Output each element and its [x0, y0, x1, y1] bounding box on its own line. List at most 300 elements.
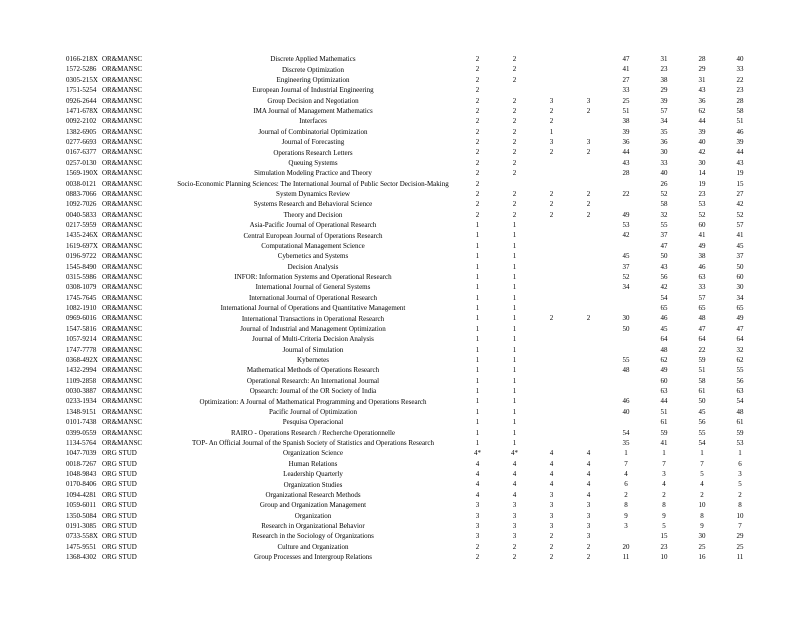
grade-cell-4: 2	[586, 106, 591, 115]
category-cell: OR&MANSC	[102, 428, 143, 437]
journal-title-cell	[180, 334, 446, 344]
grade-cell-4: 4	[586, 449, 591, 458]
rank-cell-3: 7	[700, 459, 704, 468]
left-margin-cell	[0, 127, 66, 137]
journal-title-cell	[180, 500, 446, 510]
journal-title-cell	[180, 241, 446, 251]
rank-cell-4: 43	[736, 158, 744, 167]
grade-cell-4	[570, 438, 607, 448]
grade-cell-2: 2	[512, 75, 517, 84]
table-row	[0, 220, 800, 230]
grade-cell-2	[496, 85, 533, 95]
left-margin-cell	[0, 64, 66, 74]
category-cell: OR&MANSC	[102, 345, 143, 354]
grade-cell-4: 3	[586, 96, 591, 105]
journal-title-text: TOP- An Official Journal of the Spanish Society of Statistics and Operations Research	[192, 438, 434, 447]
rank-cell-3: 30	[698, 158, 706, 167]
journal-title-text: Pesquisa Operacional	[282, 418, 344, 427]
grade-cell-1: 2	[475, 169, 480, 178]
rank-cell-4: 46	[736, 127, 744, 136]
spacer-cell	[446, 127, 459, 137]
rank-cell-3: 42	[698, 148, 706, 157]
rank-cell-2: 41	[660, 438, 668, 447]
grade-cell-2: 1	[512, 304, 517, 312]
grade-cell-1: 3	[475, 501, 480, 510]
category-cell: OR&MANSC	[102, 221, 143, 229]
issn-cell: 0166-218X	[66, 55, 98, 63]
spacer-cell	[446, 293, 459, 303]
journal-title-text: Queuing Systems	[288, 158, 338, 167]
table-row	[0, 303, 800, 313]
rank-cell-3: 25	[698, 542, 706, 551]
grade-cell-3	[533, 355, 570, 365]
journal-title-cell	[180, 230, 446, 240]
grade-cell-4: 2	[586, 314, 591, 323]
rank-cell-4: 63	[736, 387, 744, 395]
grade-cell-1: 3	[475, 511, 480, 520]
spacer-cell	[446, 303, 459, 313]
issn-cell: 0315-5986	[66, 272, 97, 281]
rank-cell-3: 5	[700, 470, 704, 478]
left-margin-cell	[0, 459, 66, 469]
issn-cell: 0368-492X	[66, 355, 98, 364]
category-cell: OR&MANSC	[102, 407, 143, 416]
issn-cell: 1545-8490	[66, 262, 97, 271]
rank-cell-4: 44	[736, 148, 744, 157]
spacer-cell	[446, 116, 459, 126]
grade-cell-2: 2	[512, 210, 517, 219]
grade-cell-1: 1	[475, 252, 480, 261]
category-cell: OR&MANSC	[102, 418, 143, 427]
rank-cell-4: 54	[736, 397, 744, 406]
issn-cell: 0217-5959	[66, 221, 97, 229]
rank-cell-3: 43	[698, 86, 706, 95]
grade-cell-2: 1	[512, 241, 517, 250]
grade-cell-3: 4	[549, 480, 554, 489]
grade-cell-4	[570, 334, 607, 344]
grade-cell-3	[533, 85, 570, 95]
grade-cell-1: 3	[475, 532, 480, 541]
spacer-cell	[446, 64, 459, 74]
left-margin-cell	[0, 262, 66, 272]
grade-cell-4: 4	[586, 480, 591, 489]
spacer-cell	[446, 490, 459, 500]
rank-cell-4: 3	[738, 470, 742, 478]
issn-cell: 1059-6011	[66, 501, 97, 510]
grade-cell-4: 2	[586, 189, 591, 198]
journal-title-text: Operational Research: An International Journal	[246, 376, 380, 385]
grade-cell-4	[570, 303, 607, 313]
issn-cell: 0170-8406	[66, 480, 97, 489]
grade-cell-2: 2	[512, 65, 517, 74]
grade-cell-4: 2	[586, 200, 591, 209]
spacer-cell	[446, 54, 459, 64]
category-cell: ORG STUD	[102, 501, 137, 510]
grade-cell-2: 1	[512, 438, 517, 447]
grade-cell-1: 2	[475, 65, 480, 74]
table-row	[0, 407, 800, 417]
rank-cell-4: 42	[736, 200, 744, 209]
grade-cell-3	[533, 438, 570, 448]
rank-cell-4: 37	[736, 252, 744, 261]
grade-cell-1: 1	[475, 345, 480, 354]
journal-title-cell	[180, 64, 446, 74]
issn-cell: 0167-6377	[66, 148, 97, 157]
grade-cell-1: 1	[475, 335, 480, 344]
left-margin-cell	[0, 531, 66, 541]
grade-cell-4: 2	[586, 210, 591, 219]
grade-cell-2: 1	[512, 428, 517, 437]
grade-cell-4	[570, 116, 607, 126]
grade-cell-4: 3	[586, 501, 591, 510]
issn-cell: 1471-678X	[66, 106, 98, 115]
journal-title-text: RAIRO - Operations Research / Recherche Operationnelle	[230, 428, 396, 437]
table-row	[0, 479, 800, 489]
rank-cell-3: 60	[698, 221, 706, 229]
grade-cell-2: 2	[512, 200, 517, 209]
journal-title-text: Journal of Multi-Criteria Decision Analysis	[252, 335, 374, 344]
table-row	[0, 230, 800, 240]
rank-cell-1: 54	[622, 428, 630, 437]
rank-cell-4: 61	[736, 418, 744, 427]
grade-cell-4	[570, 230, 607, 240]
left-margin-cell	[0, 490, 66, 500]
rank-cell-2: 35	[660, 127, 668, 136]
grade-cell-3	[533, 365, 570, 375]
journal-title-text: Research in Organizational Behavior	[261, 521, 365, 530]
grade-cell-4: 2	[586, 553, 591, 561]
rank-cell-1: 43	[622, 158, 630, 167]
rank-cell-3: 4	[700, 480, 704, 489]
journal-title-text: Computational Management Science	[261, 241, 365, 250]
spacer-cell	[446, 313, 459, 323]
journal-title-cell	[180, 407, 446, 417]
rank-cell-4: 6	[738, 459, 742, 468]
grade-cell-3: 2	[549, 148, 554, 157]
rank-cell-3: 36	[698, 96, 706, 105]
table-row	[0, 365, 800, 375]
rank-cell-2: 26	[660, 179, 668, 188]
category-cell: OR&MANSC	[102, 366, 143, 375]
left-margin-cell	[0, 417, 66, 427]
rank-cell-4: 34	[736, 293, 744, 302]
grade-cell-1: 2	[475, 106, 480, 115]
rank-cell-2: 42	[660, 283, 668, 292]
rank-cell-1: 34	[622, 283, 630, 292]
category-cell: OR&MANSC	[102, 304, 143, 312]
grade-cell-3: 1	[549, 127, 554, 136]
grade-cell-4	[570, 179, 607, 189]
left-margin-cell	[0, 96, 66, 106]
table-row	[0, 490, 800, 500]
journal-title-text: Pacific Journal of Optimization	[268, 407, 358, 416]
spacer-cell	[446, 241, 459, 251]
grade-cell-3	[533, 75, 570, 85]
rank-cell-1: 6	[624, 480, 628, 489]
rank-cell-2: 61	[660, 418, 668, 427]
grade-cell-2: 2	[512, 148, 517, 157]
journal-title-text: Simulation Modeling Practice and Theory	[254, 169, 372, 178]
grade-cell-2: 1	[512, 345, 517, 354]
issn-cell: 0040-5833	[66, 210, 97, 219]
journal-title-text: Organization Science	[283, 449, 343, 458]
table-row	[0, 386, 800, 396]
left-margin-cell	[0, 75, 66, 85]
grade-cell-1: 1	[475, 376, 480, 385]
table-row	[0, 64, 800, 74]
issn-cell: 1751-5254	[66, 86, 97, 95]
left-margin-cell	[0, 552, 66, 562]
spacer-cell	[446, 230, 459, 240]
category-cell: OR&MANSC	[102, 397, 143, 406]
grade-cell-1: 2	[475, 117, 480, 126]
issn-cell: 1368-4302	[66, 553, 97, 561]
journal-title-cell	[180, 272, 446, 282]
rank-cell-3: 16	[698, 553, 706, 561]
rank-cell-2: 51	[660, 407, 668, 416]
rank-cell-1	[607, 241, 645, 251]
rank-cell-1	[607, 376, 645, 386]
grade-cell-3: 3	[549, 501, 554, 510]
rank-cell-4: 62	[736, 355, 744, 364]
grade-cell-4	[570, 262, 607, 272]
journal-title-cell	[180, 469, 446, 479]
table-row	[0, 531, 800, 541]
issn-cell: 1057-9214	[66, 335, 97, 344]
table-row	[0, 469, 800, 479]
spacer-cell	[446, 168, 459, 178]
category-cell: OR&MANSC	[102, 283, 143, 292]
rank-cell-4: 15	[736, 179, 744, 188]
journal-title-cell	[180, 189, 446, 199]
issn-cell: 1109-2858	[66, 376, 97, 385]
issn-cell: 1747-7778	[66, 345, 97, 354]
rank-cell-3: 51	[698, 366, 706, 375]
rank-cell-4: 23	[736, 86, 744, 95]
issn-cell: 1350-5084	[66, 511, 97, 520]
grade-cell-3	[533, 407, 570, 417]
left-margin-cell	[0, 272, 66, 282]
spacer-cell	[446, 428, 459, 438]
rank-cell-4: 53	[736, 438, 744, 447]
grade-cell-1: 1	[475, 387, 480, 395]
journal-title-text: International Transactions in Operational Research	[241, 314, 385, 323]
grade-cell-1: 4*	[474, 449, 481, 458]
grade-cell-2: 2	[512, 55, 517, 63]
rank-cell-1: 25	[622, 96, 630, 105]
journal-title-text: Leadership Quarterly	[283, 470, 343, 478]
grade-cell-1: 2	[475, 138, 480, 146]
grade-cell-3	[533, 54, 570, 64]
journal-title-cell	[180, 521, 446, 531]
grade-cell-3	[533, 324, 570, 334]
grade-cell-2: 1	[512, 252, 517, 261]
category-cell: ORG STUD	[102, 449, 137, 458]
grade-cell-2: 2	[512, 117, 517, 126]
rank-cell-3: 10	[698, 501, 706, 510]
rank-cell-1: 44	[622, 148, 630, 157]
grade-cell-1: 2	[475, 55, 480, 63]
rank-cell-1: 3	[624, 521, 628, 530]
grade-cell-3: 2	[549, 314, 554, 323]
grade-cell-2: 3	[512, 501, 517, 510]
journal-title-cell	[180, 210, 446, 220]
rank-cell-3: 58	[698, 376, 706, 385]
issn-cell: 1435-246X	[66, 231, 98, 240]
issn-cell: 0969-6016	[66, 314, 97, 323]
table-row	[0, 168, 800, 178]
left-margin-cell	[0, 324, 66, 334]
journal-title-text: Organization Studies	[283, 480, 343, 489]
issn-cell: 1547-5816	[66, 324, 97, 333]
table-row	[0, 251, 800, 261]
grade-cell-1: 2	[475, 210, 480, 219]
grade-cell-2: 1	[512, 231, 517, 240]
journal-title-cell	[177, 179, 449, 189]
grade-cell-3	[533, 303, 570, 313]
rank-cell-4: 45	[736, 241, 744, 250]
table-row	[0, 542, 800, 552]
table-row	[0, 96, 800, 106]
grade-cell-1: 2	[475, 127, 480, 136]
journal-title-cell	[180, 127, 446, 137]
left-margin-cell	[0, 345, 66, 355]
rank-cell-1: 39	[622, 127, 630, 136]
table-row	[0, 438, 800, 448]
issn-cell: 1348-9151	[66, 407, 97, 416]
rank-cell-1: 20	[622, 542, 630, 551]
rank-cell-2: 39	[660, 96, 668, 105]
rank-cell-3: 29	[698, 65, 706, 74]
left-margin-cell	[0, 542, 66, 552]
journal-title-text: Opsearch: Journal of the OR Society of India	[249, 387, 377, 395]
journal-title-text: Theory and Decision	[283, 210, 343, 219]
left-margin-cell	[0, 469, 66, 479]
grade-cell-2: 1	[512, 221, 517, 229]
grade-cell-3	[533, 293, 570, 303]
grade-cell-2: 2	[512, 169, 517, 178]
journal-title-text: International Journal of General Systems	[255, 283, 371, 292]
rank-cell-4: 57	[736, 221, 744, 229]
rank-cell-3: 19	[698, 179, 706, 188]
rank-cell-4: 11	[736, 553, 744, 561]
rank-cell-2: 43	[660, 262, 668, 271]
rank-cell-1: 50	[622, 324, 630, 333]
left-margin-cell	[0, 376, 66, 386]
spacer-cell	[446, 272, 459, 282]
grade-cell-1: 1	[475, 407, 480, 416]
rank-cell-2: 30	[660, 148, 668, 157]
grade-cell-4	[570, 251, 607, 261]
spacer-cell	[446, 220, 459, 230]
grade-cell-3	[533, 386, 570, 396]
rank-cell-2: 65	[660, 304, 668, 312]
spacer-cell	[446, 96, 459, 106]
grade-cell-4	[570, 168, 607, 178]
spacer-cell	[446, 147, 459, 157]
left-margin-cell	[0, 85, 66, 95]
journal-title-text: Journal of Combinatorial Optimization	[258, 127, 368, 136]
rank-cell-3: 2	[700, 490, 704, 499]
rank-cell-1	[607, 334, 645, 344]
rank-cell-1	[607, 179, 645, 189]
category-cell: OR&MANSC	[102, 106, 143, 115]
rank-cell-2: 36	[660, 138, 668, 146]
category-cell: OR&MANSC	[102, 179, 143, 188]
rank-cell-1: 52	[622, 272, 630, 281]
category-cell: OR&MANSC	[102, 324, 143, 333]
grade-cell-1: 4	[475, 459, 480, 468]
rank-cell-3: 64	[698, 335, 706, 344]
grade-cell-3	[533, 241, 570, 251]
rank-cell-2: 48	[660, 345, 668, 354]
rank-cell-4: 55	[736, 366, 744, 375]
spacer-cell	[446, 500, 459, 510]
journal-title-text: Cybernetics and Systems	[277, 252, 349, 261]
grade-cell-1: 1	[475, 314, 480, 323]
rank-cell-1: 45	[622, 252, 630, 261]
grade-cell-1: 1	[475, 283, 480, 292]
grade-cell-1: 1	[475, 418, 480, 427]
rank-cell-2: 55	[660, 221, 668, 229]
grade-cell-3: 2	[549, 532, 554, 541]
grade-cell-2	[496, 179, 533, 189]
spacer-cell	[446, 106, 459, 116]
journal-title-cell	[180, 438, 446, 448]
category-cell: OR&MANSC	[102, 117, 143, 126]
rank-cell-1: 1	[624, 449, 628, 458]
rank-cell-1: 27	[622, 75, 630, 84]
grade-cell-3	[533, 376, 570, 386]
spacer-cell	[446, 189, 459, 199]
category-cell: OR&MANSC	[102, 262, 143, 271]
grade-cell-1: 3	[475, 521, 480, 530]
left-margin-cell	[0, 230, 66, 240]
table-row	[0, 417, 800, 427]
spacer-cell	[446, 324, 459, 334]
rank-cell-2: 58	[660, 200, 668, 209]
rank-cell-2: 57	[660, 106, 668, 115]
journal-title-cell	[180, 147, 446, 157]
rank-cell-4: 58	[736, 106, 744, 115]
journal-title-cell	[180, 313, 446, 323]
rank-cell-3: 59	[698, 355, 706, 364]
spacer-cell	[446, 158, 459, 168]
rank-cell-4: 50	[736, 262, 744, 271]
grade-cell-4	[570, 85, 607, 95]
table-row	[0, 459, 800, 469]
rank-cell-2: 23	[660, 65, 668, 74]
journal-title-text: International Journal of Operational Research	[249, 293, 377, 302]
grade-cell-3	[533, 179, 570, 189]
grade-cell-1: 2	[475, 75, 480, 84]
rank-cell-3: 46	[698, 262, 706, 271]
grade-cell-4: 3	[586, 521, 591, 530]
rank-cell-4: 52	[736, 210, 744, 219]
category-cell: ORG STUD	[102, 532, 137, 541]
grade-cell-4	[570, 241, 607, 251]
category-cell: OR&MANSC	[102, 127, 143, 136]
grade-cell-3	[533, 428, 570, 438]
table-row	[0, 552, 800, 562]
journal-ranking-table	[0, 54, 800, 562]
journal-title-cell	[180, 75, 446, 85]
grade-cell-2: 1	[512, 262, 517, 271]
left-margin-cell	[0, 147, 66, 157]
left-margin-cell	[0, 179, 66, 189]
rank-cell-4: 59	[736, 428, 744, 437]
rank-cell-1	[607, 199, 645, 209]
